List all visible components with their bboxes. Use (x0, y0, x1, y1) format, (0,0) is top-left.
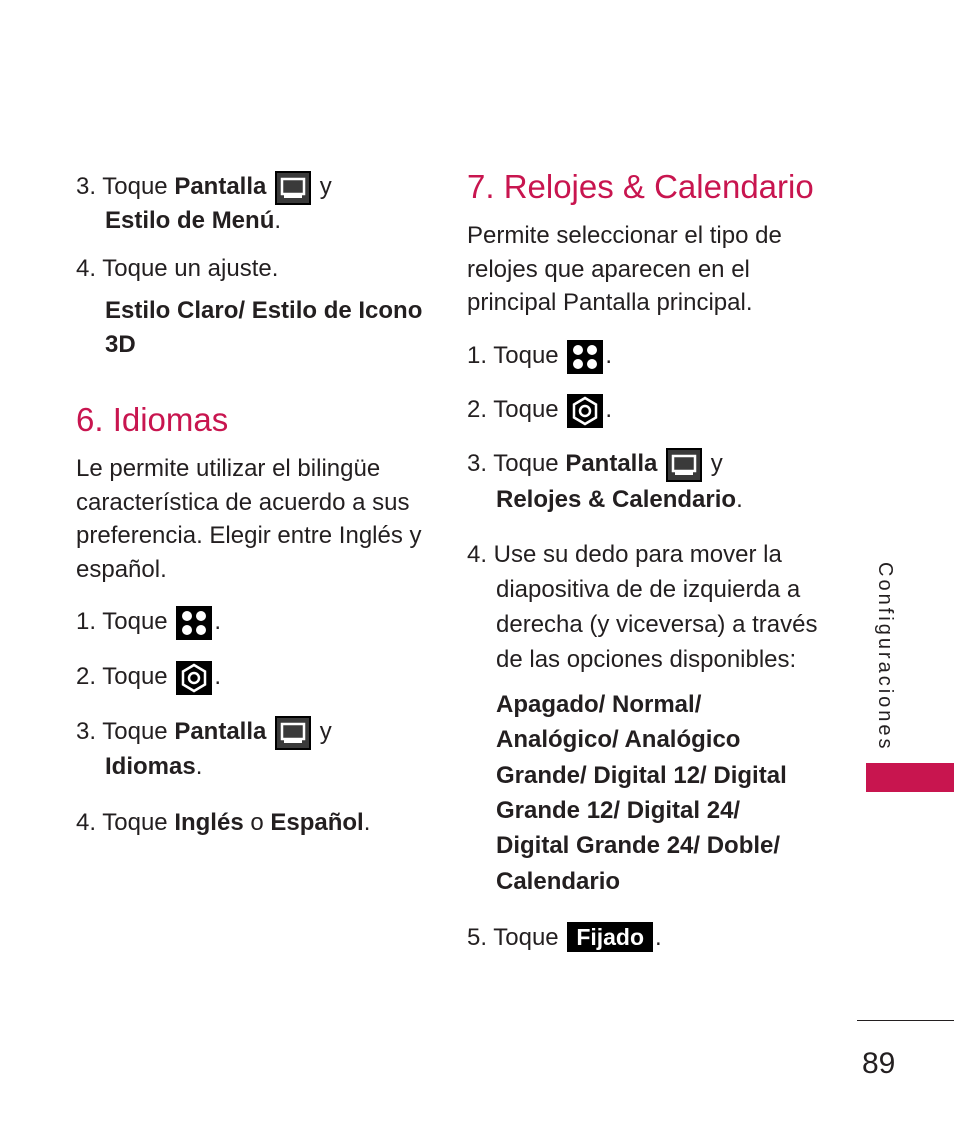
fijado-button[interactable]: Fijado (567, 922, 653, 952)
clock-options-line-4: Grande 12/ Digital 24/ (496, 797, 741, 824)
section-7-title: 7. Relojes & Calendario (467, 168, 814, 205)
section-7-step-3-relojes: Relojes & Calendario. (496, 486, 743, 513)
clock-options-line-6: Calendario (496, 868, 621, 895)
section-6-title: 6. Idiomas (76, 401, 229, 438)
display-screen-icon[interactable] (666, 448, 702, 482)
section-6-step-2: 2. Toque . (76, 660, 221, 695)
page-number-rule (857, 1020, 954, 1021)
section-7-step-5: 5. Toque Fijado . (467, 924, 662, 951)
section-7-body-line-1: Permite seleccionar el tipo de (467, 222, 782, 249)
section-7-step-4-line-1: 4. Use su dedo para mover la (467, 541, 782, 568)
display-screen-icon (275, 171, 311, 205)
section-7-body-line-3: principal Pantalla principal. (467, 289, 753, 316)
settings-gear-icon[interactable] (567, 394, 603, 428)
section-6-body-line-3: preferencia. Elegir entre Inglés y (76, 522, 422, 549)
clock-options-line-2: Analógico/ Analógico (496, 726, 741, 753)
estilo-options-line1: Estilo Claro/ Estilo de Icono (105, 297, 423, 324)
section-tab-label: Configuraciones (874, 562, 896, 752)
menu-grid-icon[interactable] (567, 340, 603, 374)
menu-grid-icon[interactable] (176, 606, 212, 640)
estilo-options-line2: 3D (105, 331, 136, 358)
section-6-step-1: 1. Toque . (76, 605, 221, 640)
section-tab-accent (866, 763, 954, 792)
clock-options-line-5: Digital Grande 24/ Doble/ (496, 832, 781, 859)
clock-options-line-1: Apagado/ Normal/ (496, 691, 702, 718)
section-7-step-3: 3. Toque Pantalla y (467, 447, 723, 482)
section-7-body-line-2: relojes que aparecen en el (467, 256, 750, 283)
display-screen-icon[interactable] (275, 716, 311, 750)
page-number: 89 (862, 1047, 896, 1080)
section-6-step-3: 3. Toque Pantalla y (76, 715, 332, 750)
section-7-step-2: 2. Toque . (467, 393, 612, 428)
step-3-pantalla-estilo: 3. Toque Pantalla y (76, 170, 332, 205)
settings-gear-icon[interactable] (176, 661, 212, 695)
section-6-body-line-4: español. (76, 556, 167, 583)
step-3-estilo-de-menu: Estilo de Menú. (105, 207, 282, 234)
section-7-step-4-line-4: de las opciones disponibles: (496, 646, 797, 673)
section-7-step-4-line-3: derecha (y viceversa) a través (496, 611, 818, 638)
section-6-body-line-2: característica de acuerdo a sus (76, 489, 410, 516)
clock-options-line-3: Grande/ Digital 12/ Digital (496, 762, 787, 789)
section-6-step-3-idiomas: Idiomas. (105, 753, 203, 780)
step-4-toque-ajuste: 4. Toque un ajuste. (76, 255, 279, 282)
section-7-step-1: 1. Toque . (467, 339, 612, 374)
section-6-step-4: 4. Toque Inglés o Español. (76, 809, 371, 836)
section-6-body-line-1: Le permite utilizar el bilingüe (76, 455, 381, 482)
section-7-step-4-line-2: diapositiva de de izquierda a (496, 576, 801, 603)
